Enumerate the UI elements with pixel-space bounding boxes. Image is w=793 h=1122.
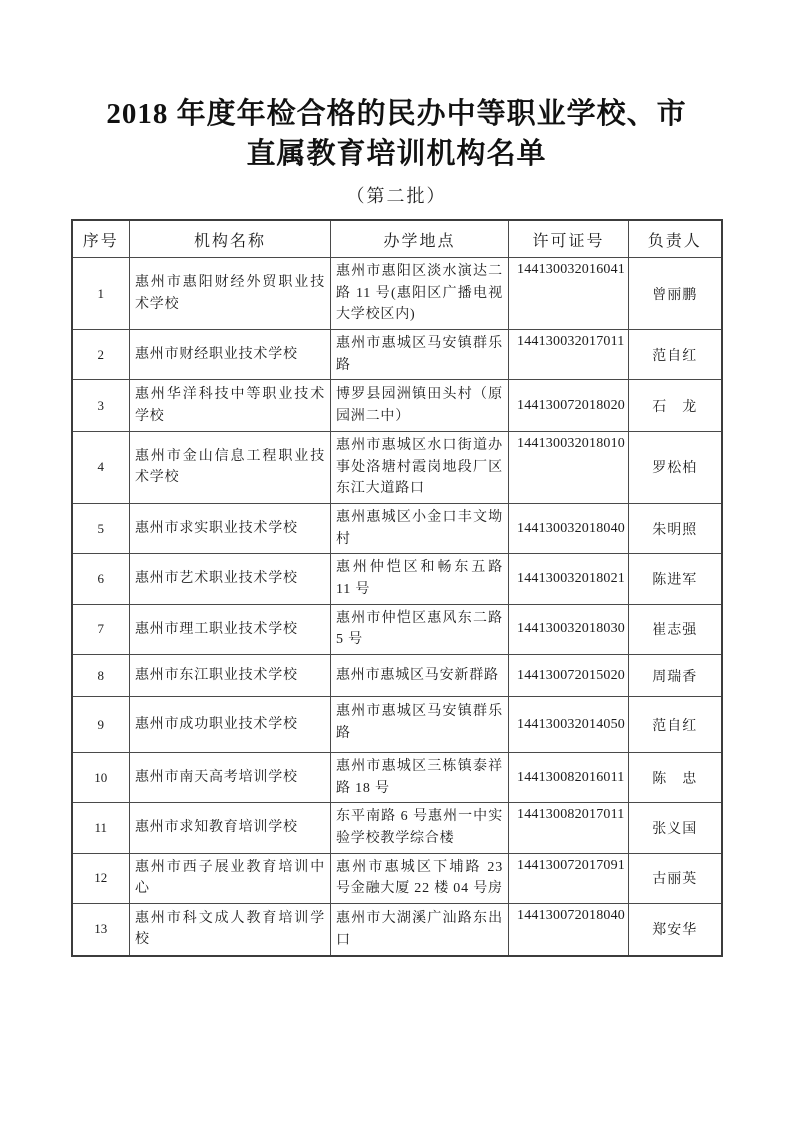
serial-cell: 6 [72, 554, 130, 604]
table-row [72, 380, 722, 431]
serial-cell: 9 [72, 697, 130, 753]
license-cell: 144130072018040 [509, 904, 629, 956]
table-header-row [72, 220, 722, 258]
table-row [72, 853, 722, 903]
col-header-address: 办学地点 [331, 220, 509, 258]
person-cell: 周瑞香 [629, 655, 722, 697]
table-row [72, 554, 722, 604]
address-cell: 惠州惠城区小金口丰文坳村 [331, 503, 509, 553]
license-cell: 144130032016041 [509, 258, 629, 330]
license-cell: 144130032017011 [509, 330, 629, 380]
person-cell: 曾丽鹏 [629, 258, 722, 330]
address-cell: 惠州市惠城区马安新群路 [331, 655, 509, 697]
person-cell: 崔志强 [629, 604, 722, 654]
address-cell: 东平南路 6 号惠州一中实验学校教学综合楼 [331, 803, 509, 853]
serial-cell: 12 [72, 853, 130, 903]
col-header-person: 负责人 [629, 220, 722, 258]
page-title-line2: 直属教育培训机构名单 [246, 138, 547, 171]
col-header-license: 许可证号 [509, 220, 629, 258]
address-cell: 惠州市惠阳区淡水演达二路 11 号(惠阳区广播电视大学校区内) [331, 258, 509, 330]
serial-cell: 4 [72, 431, 130, 503]
org-name-cell: 惠州华洋科技中等职业技术学校 [130, 380, 331, 431]
person-cell: 范自红 [629, 330, 722, 380]
table-row [72, 431, 722, 503]
table-row [72, 604, 722, 654]
table-row [72, 753, 722, 803]
page-title [0, 94, 793, 174]
org-name-cell: 惠州市求实职业技术学校 [130, 503, 331, 553]
serial-cell: 1 [72, 258, 130, 330]
page-title-line1: 2018 年度年检合格的民办中等职业学校、市 [106, 98, 687, 130]
license-cell: 144130082017011 [509, 803, 629, 853]
address-cell: 惠州市惠城区马安镇群乐路 [331, 330, 509, 380]
table-row [72, 904, 722, 956]
address-cell: 惠州市惠城区马安镇群乐路 [331, 697, 509, 753]
serial-cell: 5 [72, 503, 130, 553]
institutions-table [71, 219, 723, 957]
address-cell: 惠州市惠城区三栋镇泰祥路 18 号 [331, 753, 509, 803]
person-cell: 罗松柏 [629, 431, 722, 503]
person-cell: 范自红 [629, 697, 722, 753]
org-name-cell: 惠州市成功职业技术学校 [130, 697, 331, 753]
table-row [72, 503, 722, 553]
address-cell: 惠州市大湖溪广汕路东出口 [331, 904, 509, 956]
org-name-cell: 惠州市金山信息工程职业技术学校 [130, 431, 331, 503]
org-name-cell: 惠州市求知教育培训学校 [130, 803, 331, 853]
license-cell: 144130032018021 [509, 554, 629, 604]
serial-cell: 2 [72, 330, 130, 380]
license-cell: 144130032018030 [509, 604, 629, 654]
org-name-cell: 惠州市惠阳财经外贸职业技术学校 [130, 258, 331, 330]
address-cell: 博罗县园洲镇田头村（原园洲二中） [331, 380, 509, 431]
person-cell: 陈进军 [629, 554, 722, 604]
address-cell: 惠州市惠城区水口街道办事处洛塘村霞岗地段厂区东江大道路口 [331, 431, 509, 503]
license-cell: 144130082016011 [509, 753, 629, 803]
table-row [72, 258, 722, 330]
serial-cell: 8 [72, 655, 130, 697]
serial-cell: 10 [72, 753, 130, 803]
license-cell: 144130032014050 [509, 697, 629, 753]
col-header-name: 机构名称 [130, 220, 331, 258]
license-cell: 144130072017091 [509, 853, 629, 903]
table-row [72, 697, 722, 753]
org-name-cell: 惠州市东江职业技术学校 [130, 655, 331, 697]
license-cell: 144130072015020 [509, 655, 629, 697]
license-cell: 144130072018020 [509, 380, 629, 431]
person-cell: 张义国 [629, 803, 722, 853]
serial-cell: 3 [72, 380, 130, 431]
org-name-cell: 惠州市财经职业技术学校 [130, 330, 331, 380]
address-cell: 惠州市仲恺区惠风东二路 5 号 [331, 604, 509, 654]
address-cell: 惠州仲恺区和畅东五路 11 号 [331, 554, 509, 604]
org-name-cell: 惠州市科文成人教育培训学校 [130, 904, 331, 956]
serial-cell: 7 [72, 604, 130, 654]
person-cell: 石 龙 [629, 380, 722, 431]
org-name-cell: 惠州市理工职业技术学校 [130, 604, 331, 654]
org-name-cell: 惠州市西子展业教育培训中心 [130, 853, 331, 903]
table-row [72, 330, 722, 380]
address-cell: 惠州市惠城区下埔路 23 号金融大厦 22 楼 04 号房 [331, 853, 509, 903]
person-cell: 古丽英 [629, 853, 722, 903]
page-subtitle: （第二批） [346, 186, 447, 207]
table-row [72, 655, 722, 697]
serial-cell: 13 [72, 904, 130, 956]
table-body [72, 258, 722, 956]
person-cell: 朱明照 [629, 503, 722, 553]
person-cell: 陈 忠 [629, 753, 722, 803]
org-name-cell: 惠州市南天高考培训学校 [130, 753, 331, 803]
license-cell: 144130032018010 [509, 431, 629, 503]
col-header-serial: 序号 [72, 220, 130, 258]
org-name-cell: 惠州市艺术职业技术学校 [130, 554, 331, 604]
serial-cell: 11 [72, 803, 130, 853]
license-cell: 144130032018040 [509, 503, 629, 553]
person-cell: 郑安华 [629, 904, 722, 956]
table-row [72, 803, 722, 853]
